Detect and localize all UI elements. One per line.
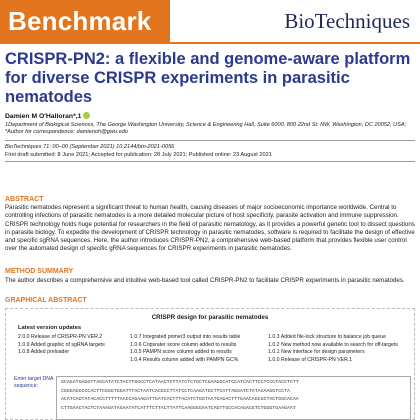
update-item: 1.0.2 New method now available to search for off-targets bbox=[268, 341, 398, 348]
update-item: 1.0.8 Added preloader bbox=[18, 349, 70, 356]
article-type-banner: Benchmark bbox=[0, 0, 170, 42]
dna-sequence-input[interactable] bbox=[56, 376, 411, 420]
abstract-heading: ABSTRACT bbox=[5, 196, 44, 203]
updates-column-2 bbox=[130, 334, 240, 364]
article-title: CRISPR-PN2: a flexible and genome-aware platform for diverse CRISPR experiments in parasitic nematodes bbox=[5, 50, 411, 106]
update-item: 1.0.3 Added file-lock structure to balance job queue bbox=[268, 334, 386, 340]
update-item: 1.0.1 New interface for design parameters bbox=[268, 349, 365, 356]
updates-heading: Latest version updates bbox=[18, 325, 82, 331]
update-item: 2.0.0 Release of CRISPR-PN VER.2 bbox=[18, 334, 103, 340]
updates-column-1 bbox=[18, 334, 105, 357]
method-summary-text: The author describes a comprehensive and intuitive web-based tool called CRISPR-PN2 to facilitate CRISPR experiments in parasitic nematodes. bbox=[5, 277, 405, 284]
journal-header bbox=[0, 0, 420, 42]
author-name: Damien M O'Halloran*,1 bbox=[5, 113, 82, 120]
panel-title: CRISPR design for parasitic nematodes bbox=[151, 314, 269, 321]
header-rule bbox=[0, 42, 420, 44]
author-affiliation: 1Department of Biological Sciences, The George Washington University, Science & Engineering Hall, Suite 6000, 800 22nd St. NW, Washington, DC 20052, USA; *Author for correspondence: damienoh@gwu.edu bbox=[5, 122, 407, 135]
dna-line: ACATCAGTATACACCTTTTTAACCAGAAGATTGATCACTTTACATCTGGTAATGAGACTTTGAACAGCGCTACTGGCACAA bbox=[61, 397, 299, 403]
divider bbox=[5, 140, 415, 141]
dna-line: CGGGAGGCCCACTTCGGGTGGATTTACTAATCACGCCTTATCCTCAAGATGCTTCATTAGGATCTATACAAGGTCCTA bbox=[61, 388, 290, 394]
updates-column-3 bbox=[268, 334, 398, 364]
journal-logo: BioTechniques bbox=[284, 9, 410, 33]
abstract-text: Parasitic nematodes represent a significant threat to human health, causing diseases of major socioeconomic importance worldwide. Central to controlling infections of parasitic nematodes is a more detailed molecular picture of host specificity, parasite activation and immune suppression. CRISPR technology holds huge potential for researchers in the field of parasitic nematology, as it provides a powerful genetic tool to dissect questions in parasite biology. To expedite the development of CRISPR technology in parasitic nematodes, software is required to facilitate the design of effective and specific sgRNA sequences. Here, the author introduces CRISPR-PN2, a comprehensive web-based platform that provides flexible user control over the automated design of specific gRNA sequences for CRISPR experiments in parasitic nematodes. bbox=[5, 204, 415, 253]
dna-line: CTTGAACTACTCTAAAGATAGAATATCATTTCTTACTTATTCAAGGGGAATCAGTTGCCACAGACGTCTGGGTGAAGAAT bbox=[61, 405, 296, 411]
divider bbox=[5, 161, 415, 162]
update-item: 1.0.5 PAMPN score column added to results bbox=[130, 349, 232, 356]
citation: BioTechniques 71: 00–00 (September 2021) 10.2144/btn-2021-0056 bbox=[5, 144, 175, 150]
publication-dates: First draft submitted: 8 June 2021; Accepted for publication: 28 July 2021; Published online: 23 August 2021 bbox=[5, 151, 272, 158]
citation-block bbox=[5, 144, 415, 159]
dna-input-label: Enter target DNA sequence: bbox=[14, 376, 54, 389]
update-item: 1.0.9 Added graphic of sgRNA targets bbox=[18, 341, 105, 348]
update-item: 1.0.4 Results column added with PAMPN GC% bbox=[130, 356, 239, 363]
orcid-icon[interactable] bbox=[83, 112, 90, 119]
update-item: 1.0.6 Cripsrater score column added to results bbox=[130, 341, 237, 348]
update-item: 1.0.7 Integrated primer3 output into results table bbox=[130, 334, 241, 340]
dna-line: GCAGATGAGGTTAGCATATCTACTTGGCCTCATAACTCTTATCTCTGCTCGAAGGCATCCATCACTTCCTCCCTACCTCTT bbox=[61, 380, 299, 385]
graphical-abstract-heading: GRAPHICAL ABSTRACT bbox=[5, 297, 87, 304]
author-line bbox=[5, 112, 90, 120]
update-item: 1.0.0 Release of CRISPR-PN VER.1 bbox=[268, 356, 353, 363]
method-summary-heading: METHOD SUMMARY bbox=[5, 268, 74, 275]
